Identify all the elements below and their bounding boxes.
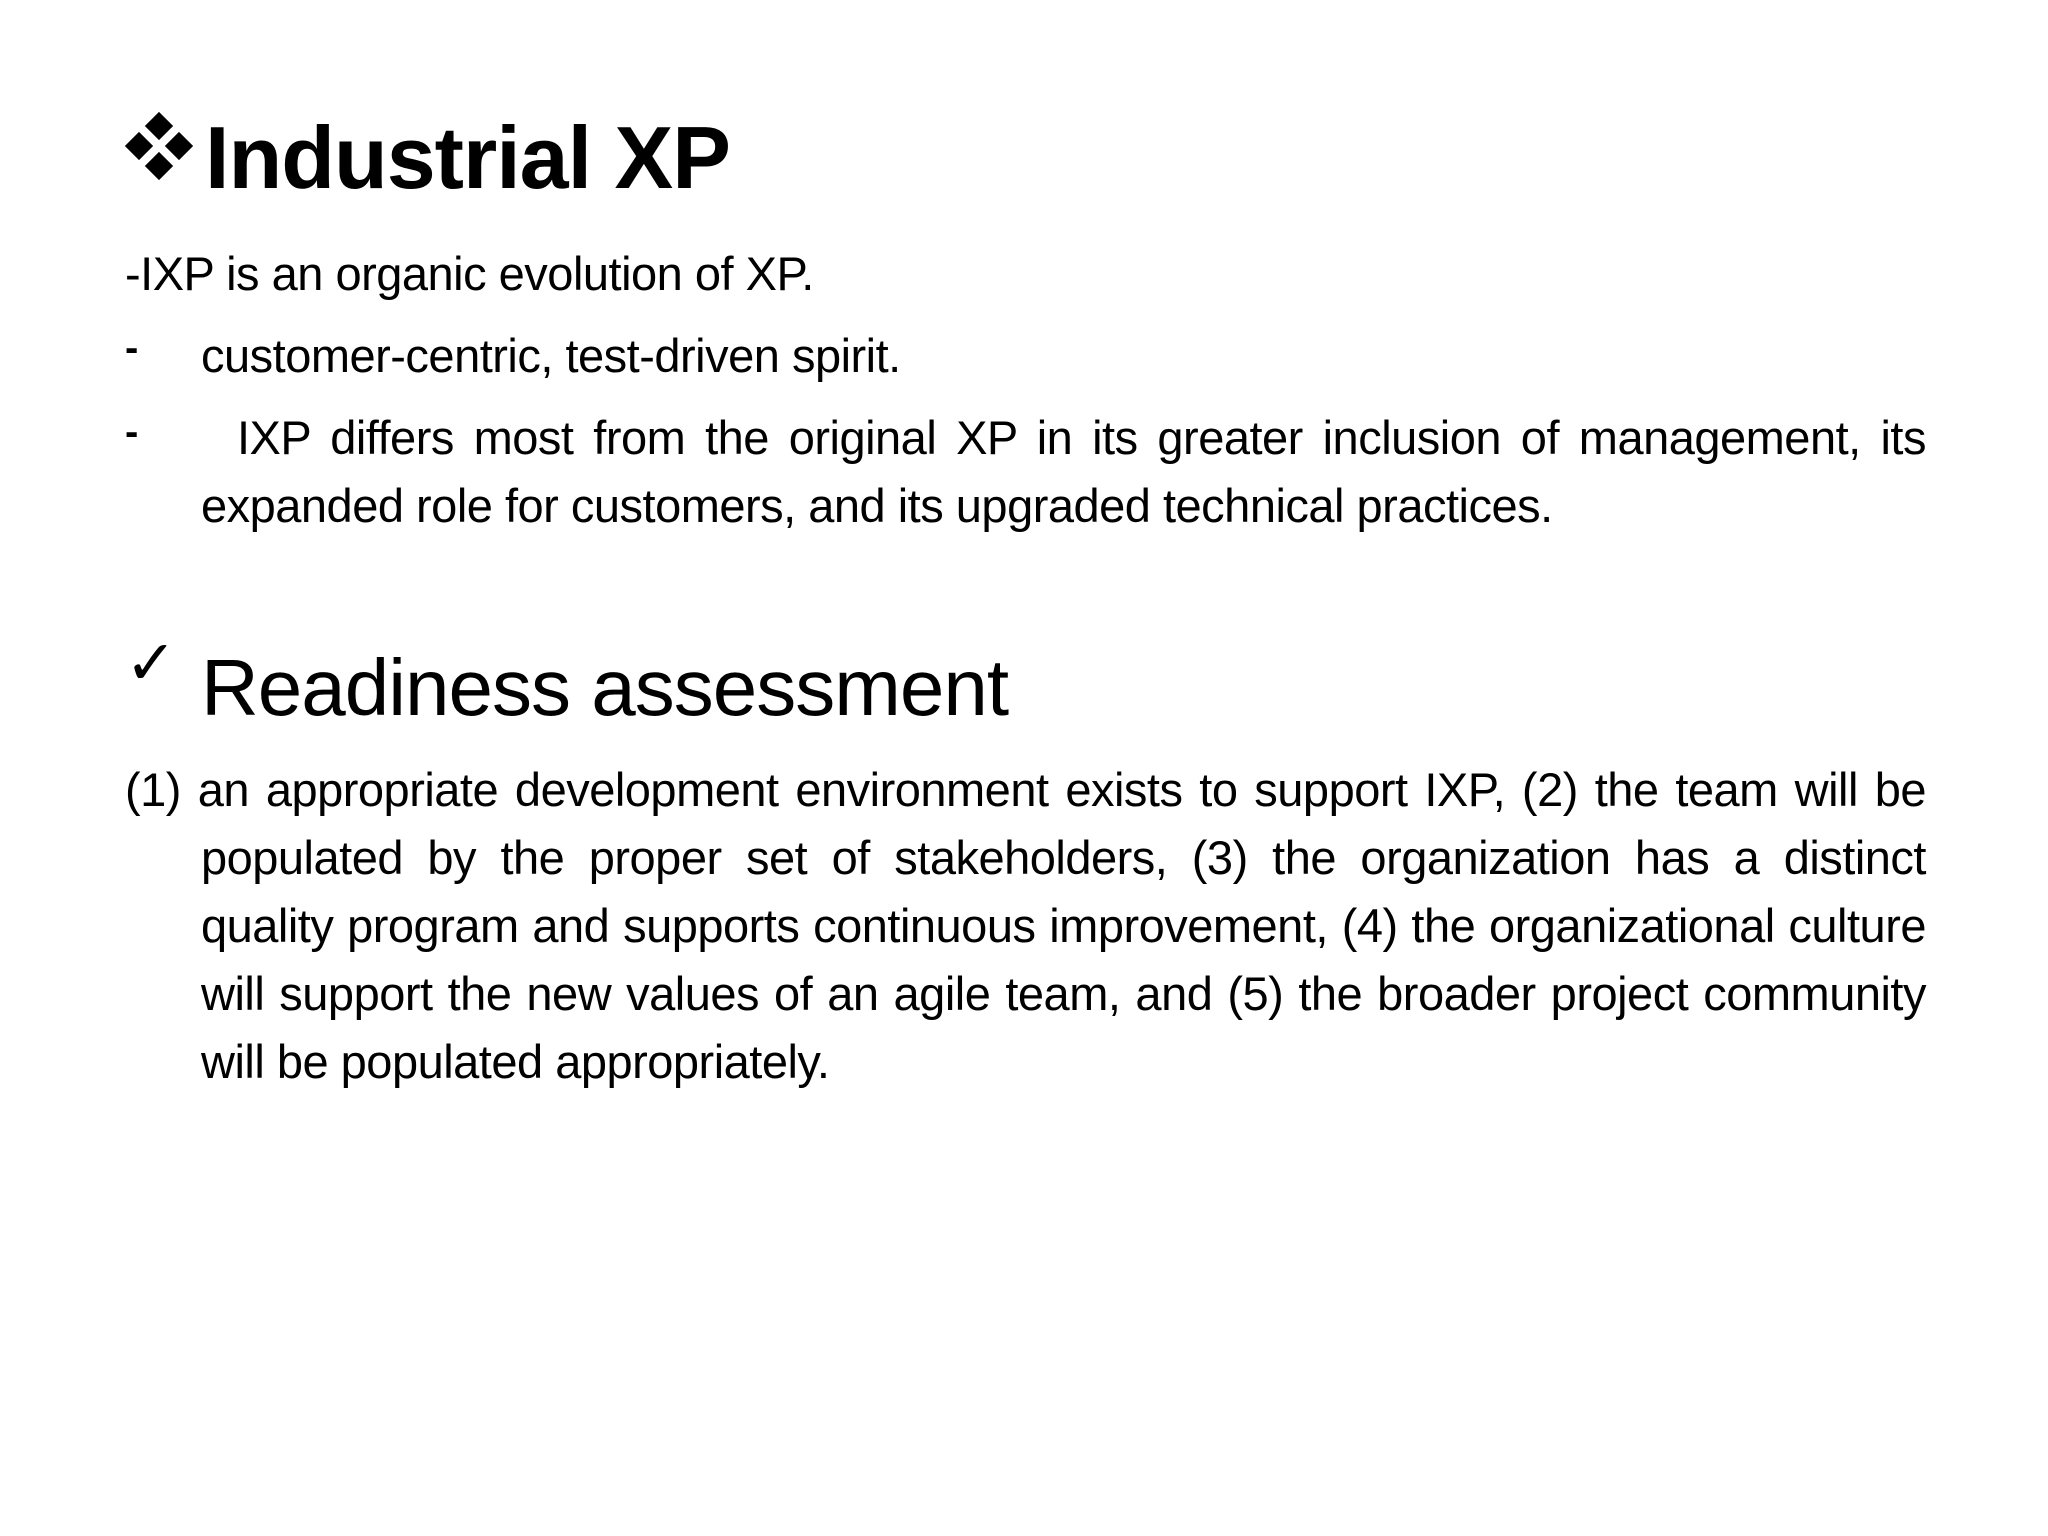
intro-line: -IXP is an organic evolution of XP. — [125, 247, 814, 300]
diamond-cluster-icon — [125, 114, 193, 184]
checkmark-icon: ✓ — [125, 626, 177, 699]
heading-title: Industrial XP — [205, 108, 730, 207]
readiness-paragraph: (1) an appropriate development environment exists to support IXP, (2) the team will be populated by the proper set of stakeholders, (3) the organization has a distinct quality program and supports continuous improvement, (4) the organizational culture will support the new values of an agile team, and (5) the broader project community will be populated appropriately. — [125, 763, 1926, 1088]
bullet-item: IXP differs most from the original XP in its greater inclusion of management, its expanded role for customers, and its upgraded technical practices. — [201, 411, 1926, 532]
heading-readiness-assessment — [125, 626, 1009, 732]
heading-title: Readiness assessment — [201, 643, 1009, 732]
heading-industrial-xp — [125, 110, 730, 207]
bullet-item: customer-centric, test-driven spirit. — [201, 329, 901, 382]
dash-bullet-marker: - — [125, 326, 139, 370]
dash-bullet-marker: - — [125, 410, 139, 454]
